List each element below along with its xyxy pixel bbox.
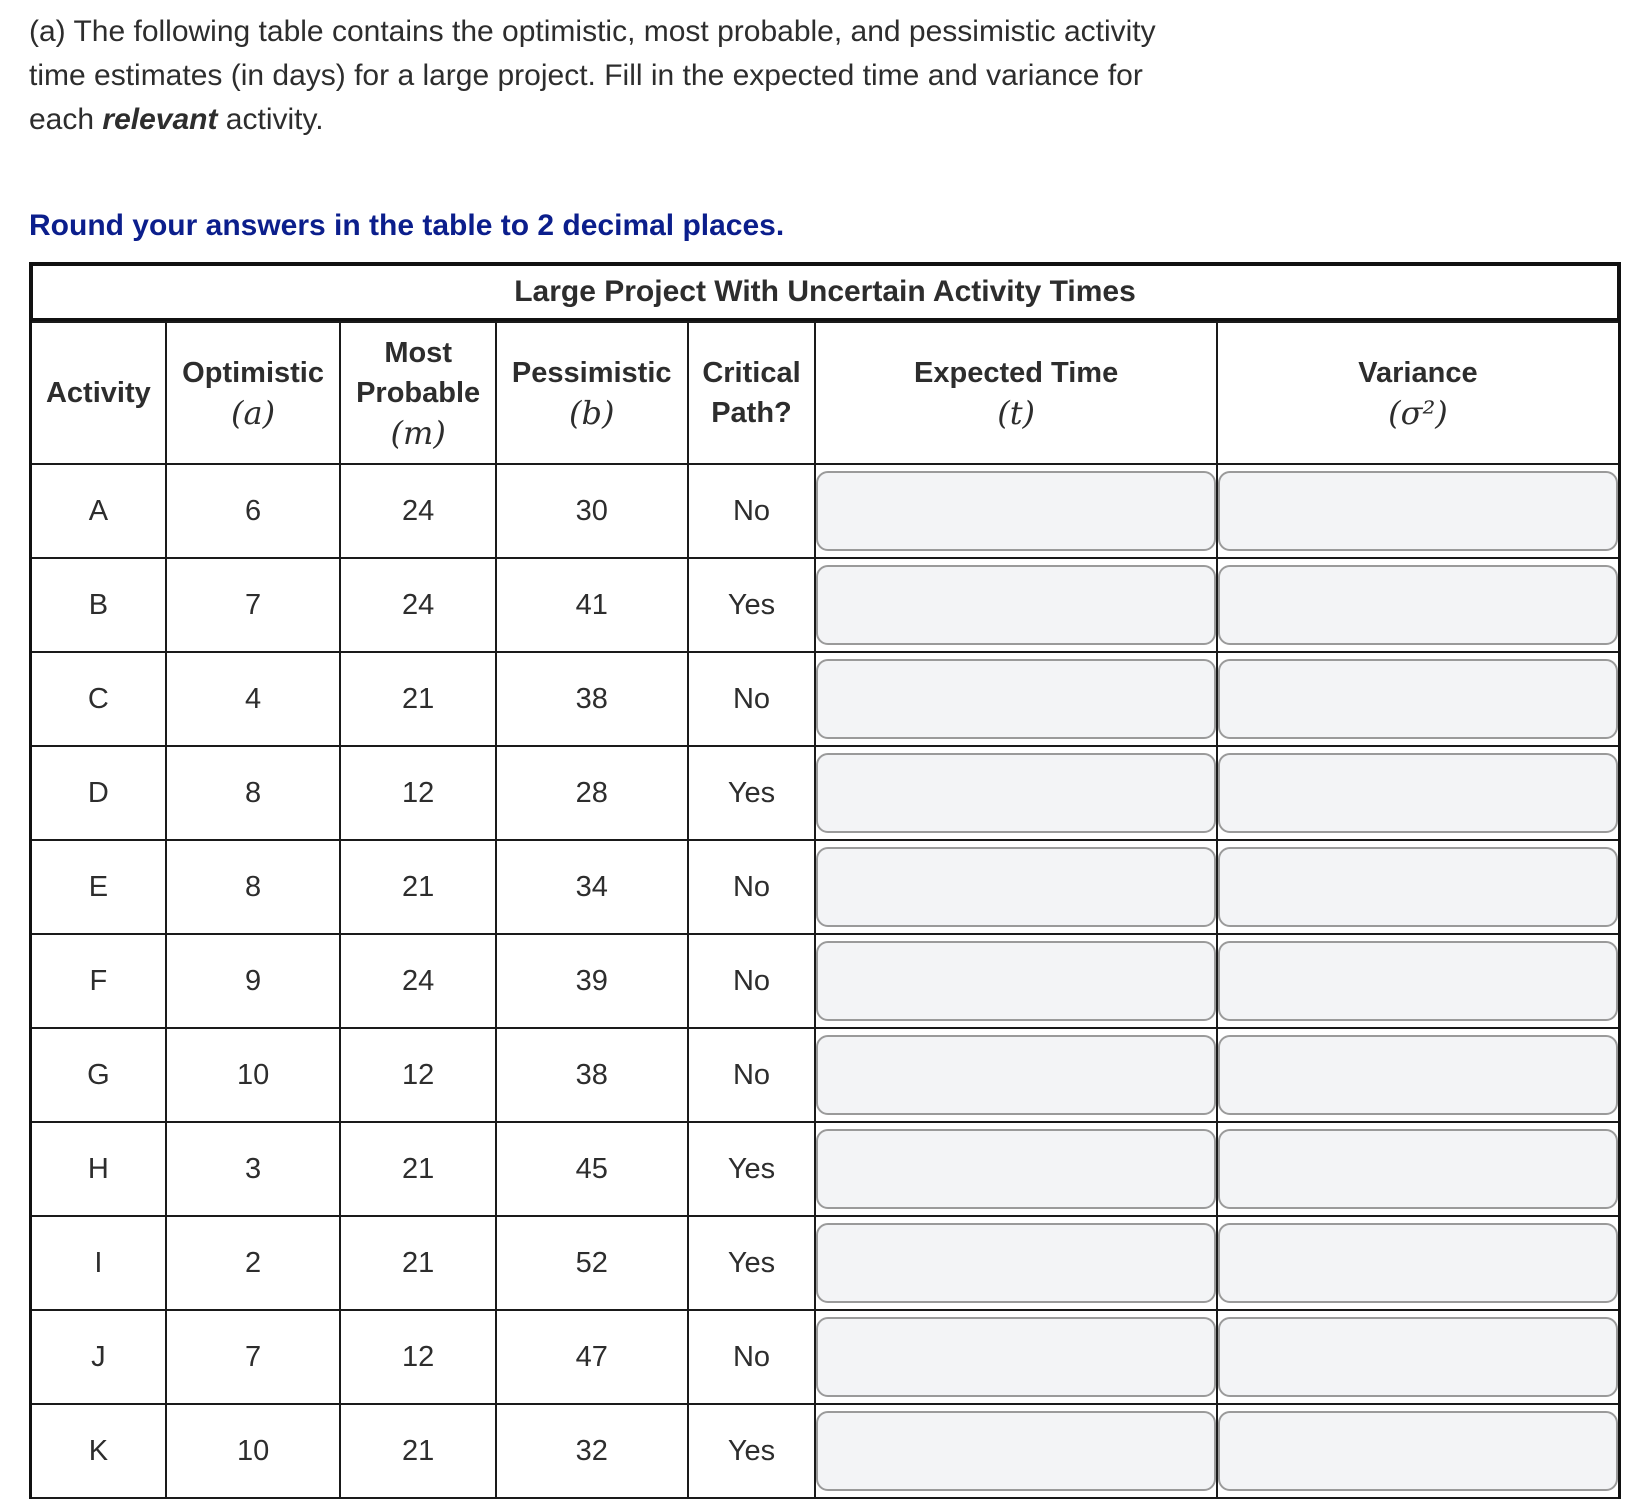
- variance-cell: [1217, 558, 1620, 652]
- most-probable-cell: 21: [340, 1122, 495, 1216]
- expected-time-input[interactable]: [816, 565, 1216, 645]
- activity-cell: K: [31, 1404, 166, 1498]
- header-variance-symbol: (σ²): [1388, 394, 1448, 432]
- variance-cell: [1217, 934, 1620, 1028]
- header-expected-symbol: (t): [997, 394, 1036, 432]
- activity-cell: C: [31, 652, 166, 746]
- activity-cell: G: [31, 1028, 166, 1122]
- variance-input[interactable]: [1218, 1129, 1618, 1209]
- question-emphasis: relevant: [102, 103, 218, 136]
- variance-input[interactable]: [1218, 847, 1618, 927]
- variance-cell: [1217, 464, 1620, 558]
- expected-time-cell: [815, 1310, 1217, 1404]
- activity-cell: E: [31, 840, 166, 934]
- optimistic-cell: 10: [166, 1404, 341, 1498]
- table-row: [31, 558, 1620, 652]
- header-pessimistic-label: Pessimistic: [511, 357, 672, 389]
- critical-path-cell: No: [688, 464, 816, 558]
- header-optimistic-label: Optimistic: [182, 357, 324, 389]
- header-path-label: Path?: [711, 397, 792, 429]
- critical-path-cell: Yes: [688, 558, 816, 652]
- expected-time-input[interactable]: [816, 1035, 1216, 1115]
- table-row: [31, 652, 1620, 746]
- header-pessimistic-symbol: (b): [569, 394, 615, 432]
- header-most-probable: [340, 322, 495, 464]
- rounding-instruction: Round your answers in the table to 2 decimal places.: [29, 209, 785, 242]
- table-row: [31, 746, 1620, 840]
- activity-cell: F: [31, 934, 166, 1028]
- most-probable-cell: 24: [340, 558, 495, 652]
- most-probable-cell: 12: [340, 746, 495, 840]
- critical-path-cell: No: [688, 840, 816, 934]
- activity-cell: H: [31, 1122, 166, 1216]
- variance-cell: [1217, 1404, 1620, 1498]
- variance-cell: [1217, 1216, 1620, 1310]
- most-probable-cell: 21: [340, 1404, 495, 1498]
- header-most-label: Most: [384, 337, 452, 369]
- pessimistic-cell: 32: [496, 1404, 688, 1498]
- expected-time-cell: [815, 840, 1217, 934]
- variance-input[interactable]: [1218, 1317, 1618, 1397]
- pessimistic-cell: 28: [496, 746, 688, 840]
- header-optimistic-symbol: (a): [231, 394, 276, 432]
- optimistic-cell: 3: [166, 1122, 341, 1216]
- pessimistic-cell: 45: [496, 1122, 688, 1216]
- expected-time-input[interactable]: [816, 471, 1216, 551]
- expected-time-cell: [815, 1216, 1217, 1310]
- pessimistic-cell: 52: [496, 1216, 688, 1310]
- table-row: [31, 1310, 1620, 1404]
- most-probable-cell: 24: [340, 934, 495, 1028]
- header-expected-label: Expected Time: [914, 357, 1119, 389]
- header-pessimistic: [496, 322, 688, 464]
- optimistic-cell: 8: [166, 746, 341, 840]
- expected-time-cell: [815, 746, 1217, 840]
- variance-input[interactable]: [1218, 1411, 1618, 1491]
- expected-time-cell: [815, 1404, 1217, 1498]
- critical-path-cell: Yes: [688, 1122, 816, 1216]
- critical-path-cell: No: [688, 652, 816, 746]
- variance-cell: [1217, 746, 1620, 840]
- pessimistic-cell: 47: [496, 1310, 688, 1404]
- header-critical-path: [688, 322, 816, 464]
- pessimistic-cell: 34: [496, 840, 688, 934]
- table-row: [31, 934, 1620, 1028]
- pessimistic-cell: 30: [496, 464, 688, 558]
- most-probable-cell: 24: [340, 464, 495, 558]
- expected-time-input[interactable]: [816, 941, 1216, 1021]
- variance-cell: [1217, 652, 1620, 746]
- header-optimistic: [166, 322, 341, 464]
- activity-cell: J: [31, 1310, 166, 1404]
- header-variance: [1217, 322, 1620, 464]
- expected-time-input[interactable]: [816, 659, 1216, 739]
- variance-input[interactable]: [1218, 1223, 1618, 1303]
- most-probable-cell: 12: [340, 1028, 495, 1122]
- optimistic-cell: 9: [166, 934, 341, 1028]
- variance-input[interactable]: [1218, 565, 1618, 645]
- expected-time-cell: [815, 558, 1217, 652]
- critical-path-cell: No: [688, 934, 816, 1028]
- variance-cell: [1217, 1028, 1620, 1122]
- expected-time-cell: [815, 652, 1217, 746]
- expected-time-cell: [815, 934, 1217, 1028]
- pessimistic-cell: 38: [496, 1028, 688, 1122]
- variance-cell: [1217, 1310, 1620, 1404]
- question-text-start: (a) The following table contains the optimistic, most probable, and pessimistic activity time estimates (in days) for a large project. Fill in the expected time and variance for each: [29, 15, 1156, 136]
- most-probable-cell: 12: [340, 1310, 495, 1404]
- variance-cell: [1217, 840, 1620, 934]
- pessimistic-cell: 38: [496, 652, 688, 746]
- optimistic-cell: 8: [166, 840, 341, 934]
- table-row: [31, 464, 1620, 558]
- variance-input[interactable]: [1218, 659, 1618, 739]
- table-row: [31, 1122, 1620, 1216]
- table-row: [31, 840, 1620, 934]
- header-most-probable-symbol: (m): [390, 414, 446, 452]
- expected-time-input[interactable]: [816, 1223, 1216, 1303]
- pessimistic-cell: 39: [496, 934, 688, 1028]
- most-probable-cell: 21: [340, 840, 495, 934]
- most-probable-cell: 21: [340, 1216, 495, 1310]
- header-activity: [31, 322, 166, 464]
- header-row: [31, 322, 1620, 464]
- expected-time-input[interactable]: [816, 1317, 1216, 1397]
- header-activity-label: Activity: [45, 377, 151, 409]
- variance-input[interactable]: [1218, 753, 1618, 833]
- critical-path-cell: No: [688, 1028, 816, 1122]
- optimistic-cell: 2: [166, 1216, 341, 1310]
- table-row: [31, 1028, 1620, 1122]
- expected-time-cell: [815, 464, 1217, 558]
- activity-cell: A: [31, 464, 166, 558]
- header-critical-label: Critical: [702, 357, 801, 389]
- activity-cell: I: [31, 1216, 166, 1310]
- header-variance-label: Variance: [1358, 357, 1478, 389]
- expected-time-input[interactable]: [816, 1129, 1216, 1209]
- variance-input[interactable]: [1218, 1035, 1618, 1115]
- table-row: [31, 1404, 1620, 1498]
- variance-cell: [1217, 1122, 1620, 1216]
- optimistic-cell: 7: [166, 558, 341, 652]
- header-expected-time: [815, 322, 1217, 464]
- optimistic-cell: 10: [166, 1028, 341, 1122]
- expected-time-input[interactable]: [816, 753, 1216, 833]
- activity-cell: B: [31, 558, 166, 652]
- header-probable-label: Probable: [356, 377, 481, 409]
- table-caption: Large Project With Uncertain Activity Times: [29, 262, 1621, 321]
- critical-path-cell: Yes: [688, 1216, 816, 1310]
- optimistic-cell: 7: [166, 1310, 341, 1404]
- question-text-end: activity.: [217, 103, 324, 136]
- expected-time-cell: [815, 1028, 1217, 1122]
- question-text: [29, 10, 1209, 142]
- table-row: [31, 1216, 1620, 1310]
- optimistic-cell: 6: [166, 464, 341, 558]
- critical-path-cell: Yes: [688, 746, 816, 840]
- activity-cell: D: [31, 746, 166, 840]
- optimistic-cell: 4: [166, 652, 341, 746]
- critical-path-cell: Yes: [688, 1404, 816, 1498]
- variance-input[interactable]: [1218, 941, 1618, 1021]
- expected-time-input[interactable]: [816, 847, 1216, 927]
- variance-input[interactable]: [1218, 471, 1618, 551]
- pessimistic-cell: 41: [496, 558, 688, 652]
- activity-table: [29, 262, 1621, 1499]
- expected-time-cell: [815, 1122, 1217, 1216]
- expected-time-input[interactable]: [816, 1411, 1216, 1491]
- critical-path-cell: No: [688, 1310, 816, 1404]
- most-probable-cell: 21: [340, 652, 495, 746]
